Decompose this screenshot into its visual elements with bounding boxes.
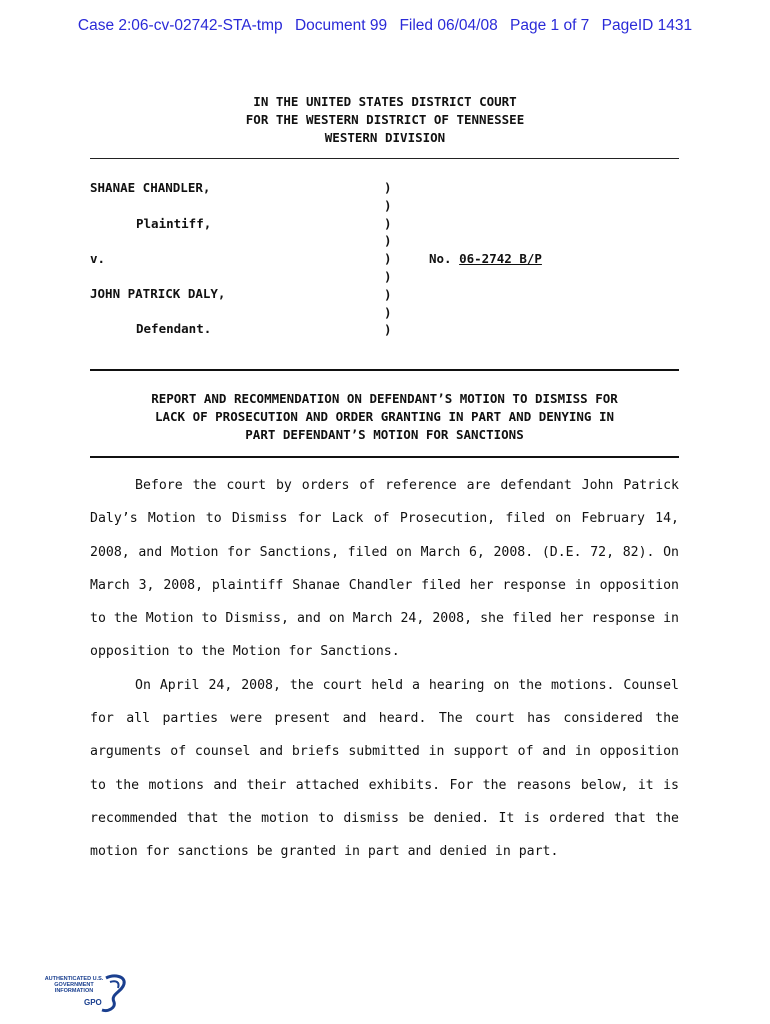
court-line-1: IN THE UNITED STATES DISTRICT COURT [253,94,517,109]
header-case: Case 2:06-cv-02742-STA-tmp [77,17,283,34]
divider-top [90,158,679,159]
header-page: Page 1 of 7 [510,17,590,34]
seal-gpo-label: GPO [84,998,102,1007]
filing-header [0,17,770,35]
divider-title-bottom [90,456,679,458]
case-number-value: 06-2742 B/P [459,251,542,266]
header-document: Document 99 [294,17,388,34]
case-number [429,251,542,266]
title-line-1: REPORT AND RECOMMENDATION ON DEFENDANT’S MOTION TO DISMISS FOR [151,391,618,406]
paragraph-1: Before the court by orders of reference are defendant John Patrick Daly’s Motion to Dismiss for Lack of Prosecution, filed on February 14, 2008, and Motion for Sanctions, filed on March 6, 2008. (D.E. 72, 82). On March 3, 2008, plaintiff Shanae Chandler filed her response in opposition to the Motion to Dismiss, and on March 24, 2008, she filed her response in opposition to the Motion for Sanctions. [90,478,679,660]
header-pageid: PageID 1431 [601,17,693,34]
gpo-authentication-seal [44,972,128,1016]
seal-text: AUTHENTICATED U.S. GOVERNMENT INFORMATION [44,976,104,994]
caption-parens: ) ) ) ) ) ) ) ) ) [384,180,392,338]
defendant-role: Defendant. [136,321,212,336]
court-line-2: FOR THE WESTERN DISTRICT OF TENNESSEE [245,112,525,127]
gpo-eagle-seal-icon [44,972,128,1016]
title-line-3: PART DEFENDANT’S MOTION FOR SANCTIONS [245,427,524,442]
versus: v. [90,251,106,266]
defendant-name: JOHN PATRICK DALY, [90,286,226,301]
divider-title-top [90,369,679,371]
paragraph-2: On April 24, 2008, the court held a hearing on the motions. Counsel for all parties were present and heard. The court has considered the arguments of counsel and briefs submitted in support of and in opposition to the motions and their attached exhibits. For the reasons below, it is recommended that the motion to dismiss be denied. It is ordered that the motion for sanctions be granted in part and denied in part. [90,677,679,860]
header-filed: Filed 06/04/08 [399,17,498,34]
document-title [90,390,679,444]
plaintiff-name: SHANAE CHANDLER, [90,180,211,195]
case-number-prefix: No. [429,251,452,266]
court-line-3: WESTERN DIVISION [324,130,446,145]
body-text [90,469,679,869]
plaintiff-role: Plaintiff, [136,216,212,231]
title-line-2: LACK OF PROSECUTION AND ORDER GRANTING IN PART AND DENYING IN [154,409,615,424]
